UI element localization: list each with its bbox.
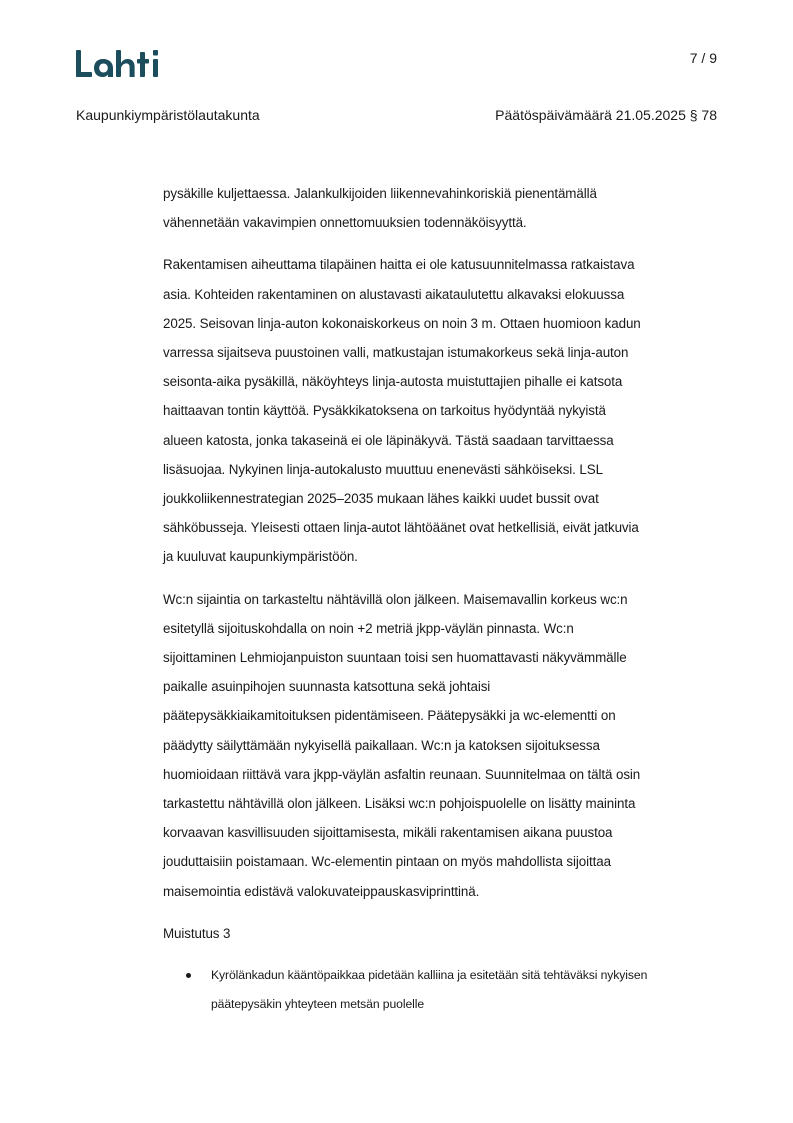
document-body (163, 179, 723, 1019)
text-line: huomioidaan riittävä vara jkpp-väylän asfaltin reunaan. Suunnitelmaa on tältä osin (163, 766, 641, 782)
paragraph (163, 250, 723, 571)
text-line: jouduttaisiin poistamaan. Wc-elementin pintaan on myös mahdollista sijoittaa (163, 854, 611, 870)
text-line: päätepysäkin yhteyteen metsän puolelle (211, 997, 425, 1012)
text-line: alueen katosta, jonka takaseinä ei ole läpinäkyvä. Tästä saadaan tarvittaessa (163, 432, 614, 448)
bullet-icon (186, 973, 191, 978)
text-line: Kyrölänkadun kääntöpaikkaa pidetään kalliina ja esitetään sitä tehtäväksi nykyisen (211, 968, 648, 983)
page-number: 7 / 9 (689, 50, 717, 66)
text-line: Wc:n sijaintia on tarkasteltu nähtävillä olon jälkeen. Maisemavallin korkeus wc:n (163, 591, 628, 607)
text-line: pysäkille kuljettaessa. Jalankulkijoiden liikennevahinkoriskiä pienentämällä (163, 186, 597, 201)
text-line: ja kuuluvat kaupunkiympäristöön. (163, 549, 358, 565)
text-line: 2025. Seisovan linja-auton kokonaiskorkeus on noin 3 m. Ottaen huomioon kadun (163, 315, 641, 331)
list-item (163, 961, 723, 1019)
lahti-logo (76, 46, 168, 82)
text-line: korvaavan kasvillisuuden sijoittamisesta, mikäli rakentamisen aikana puustoa (163, 825, 613, 841)
text-line: seisonta-aika pysäkillä, näköyhteys linja-autosta muistuttajien pihalle ei katsota (163, 374, 623, 390)
committee-name: Kaupunkiympäristölautakunta (76, 107, 260, 123)
note-bullet-list (163, 961, 723, 1019)
decision-date: Päätöspäivämäärä 21.05.2025 § 78 (495, 107, 717, 123)
text-line: esitetyllä sijoituskohdalla on noin +2 metriä jkpp-väylän pinnasta. Wc:n (163, 620, 574, 636)
text-line: varressa sijaitseva puustoinen valli, matkustajan istumakorkeus sekä linja-auton (163, 345, 629, 361)
text-line: päädytty säilyttämään nykyisellä paikallaan. Wc:n ja katoksen sijoituksessa (163, 737, 600, 753)
text-line: asia. Kohteiden rakentaminen on alustavasti aikataulutettu alkavaksi elokuussa (163, 286, 625, 302)
text-line: haittaavan tontin käyttöä. Pysäkkikatoksena on tarkoitus hyödyntää nykyistä (163, 403, 606, 419)
paragraph (163, 585, 723, 906)
text-line: sijoittaminen Lehmiojanpuiston suuntaan toisi sen huomattavasti näkyvämmälle (163, 650, 627, 666)
text-line: vähennetään vakavimpien onnettomuuksien todennäköisyyttä. (163, 215, 527, 231)
paragraph (163, 179, 723, 237)
text-line: maisemointia edistävä valokuvateippauskasviprinttinä. (163, 883, 480, 899)
text-line: lisäsuojaa. Nykyinen linja-autokalusto muuttuu enenevästi sähköiseksi. LSL (163, 461, 603, 477)
text-line: Rakentamisen aiheuttama tilapäinen haitta ei ole katusuunnitelmassa ratkaistava (163, 257, 635, 273)
text-line: sähköbusseja. Yleisesti ottaen linja-autot lähtöäänet ovat hetkellisiä, eivät jatkuvia (163, 520, 639, 536)
text-line: päätepysäkkiaikamitoituksen pidentämiseen. Päätepysäkki ja wc-elementti on (163, 708, 616, 724)
text-line: joukkoliikennestrategian 2025–2035 mukaan lähes kaikki uudet bussit ovat (163, 491, 599, 507)
text-line: tarkastettu nähtävillä olon jälkeen. Lisäksi wc:n pohjoispuolelle on lisätty maininta (163, 796, 636, 812)
note-heading: Muistutus 3 (163, 925, 231, 941)
text-line: paikalle asuinpihojen suunnasta katsottuna sekä johtaisi (163, 679, 491, 695)
